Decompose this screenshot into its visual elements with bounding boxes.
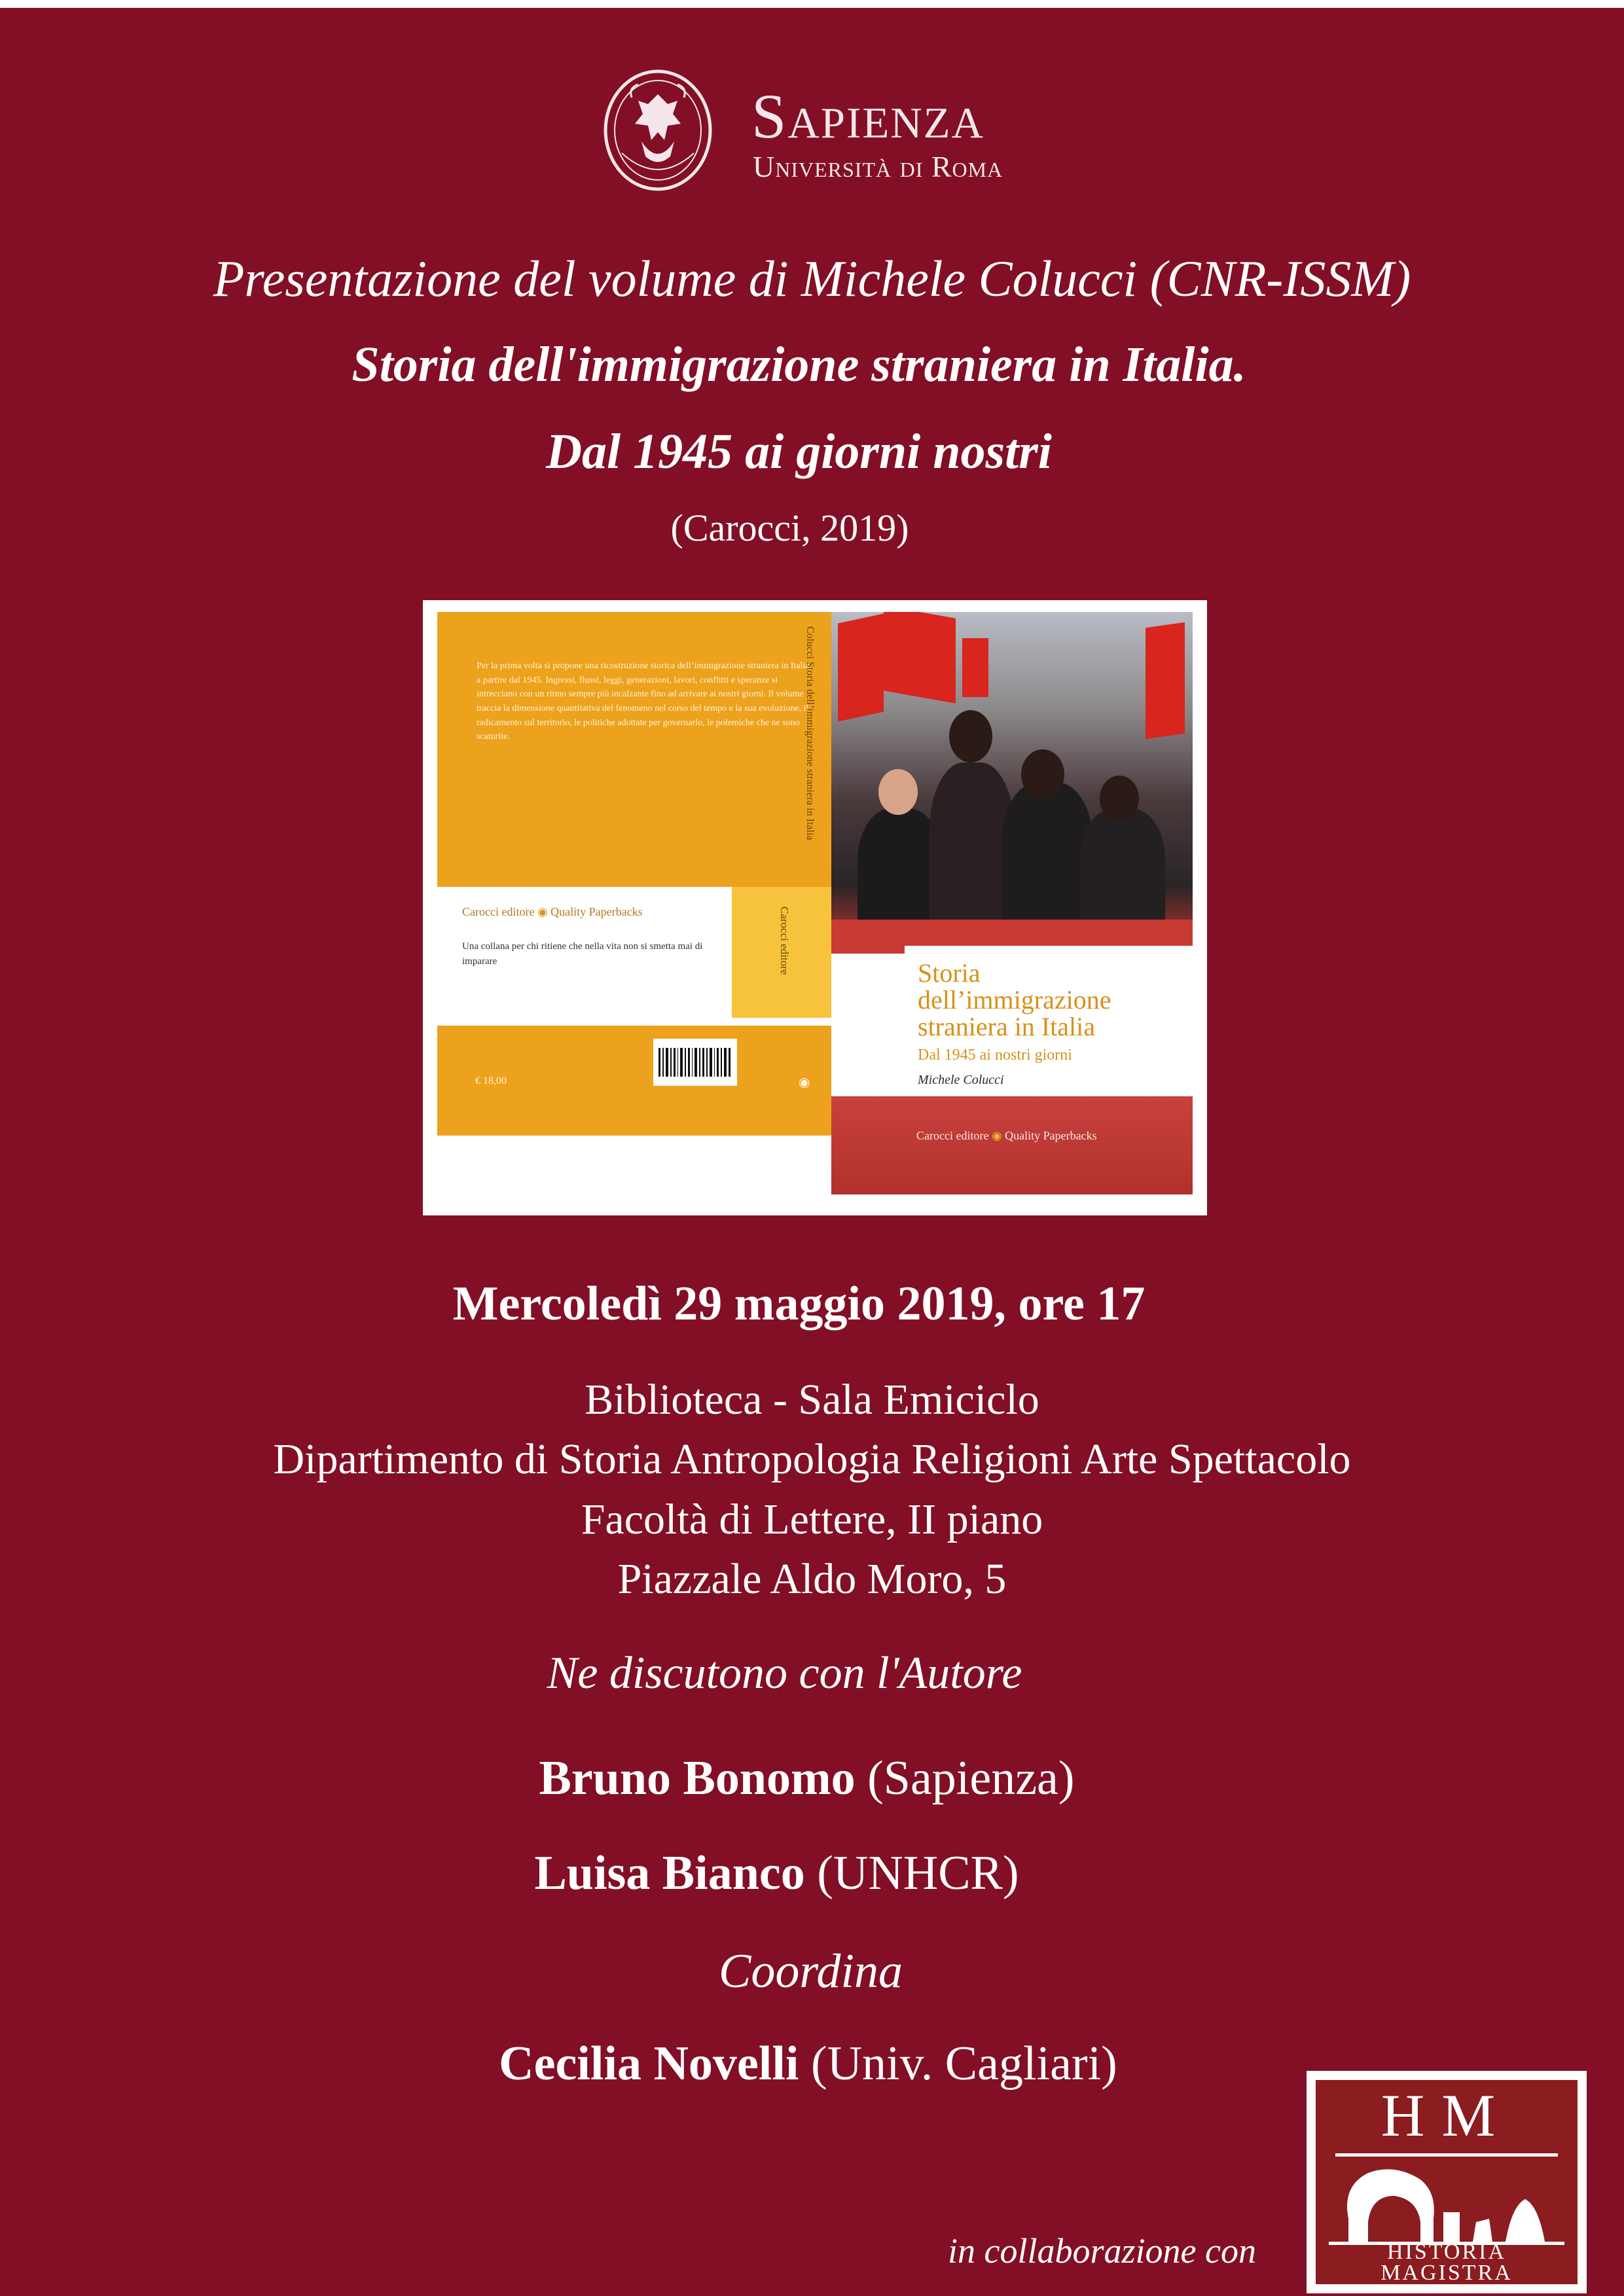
book-back-series-box	[437, 887, 723, 1018]
logo-subtitle: Università di Roma	[753, 150, 1003, 183]
book-back-text: Per la prima volta si propone una ricostruzione storica dell’immigrazione straniera in Italia, a partire dal 1945. Ingressi, flussi, leggi, generazioni, lavori, conflitti e speranze si intrecciano con un ritmo sempre più incalzante fino ad arrivare ai nostri giorni. Il volume traccia la dimensione quantitativa del fenomeno nel corso del tempo e la sua evoluzione, il radicamento sul territorio, le politiche adottate per governarlo, le polemiche che ne sono scaturite.	[477, 661, 812, 742]
book-cover-photo	[831, 612, 1193, 954]
book-front-subtitle: Dal 1945 ai nostri giorni	[918, 1047, 1072, 1064]
crowd-figure	[949, 710, 992, 762]
book-series-label-front: Carocci editore ◉ Quality Paperbacks	[916, 1129, 1097, 1142]
book-front-title-box	[905, 946, 1193, 1096]
series-label: Quality Paperbacks	[1005, 1129, 1097, 1142]
hm-name-line1: HISTORIA	[1386, 2240, 1507, 2264]
series-label: Quality Paperbacks	[550, 905, 643, 918]
book-front-title-line: Storia	[918, 958, 981, 988]
book-title-line1: Storia dell'immigrazione straniera in Italia.	[352, 337, 1246, 392]
hm-initials: HM	[1380, 2082, 1513, 2149]
flag-shape	[962, 638, 988, 697]
book-title-line2: Dal 1945 ai giorni nostri	[546, 424, 1052, 479]
collaboration-label: in collaborazione con	[948, 2231, 1256, 2270]
sapienza-seal-icon	[602, 68, 713, 192]
event-date: Mercoledì 29 maggio 2019, ore 17	[452, 1277, 1146, 1331]
historia-magistra-panel	[1316, 2080, 1578, 2284]
publisher-label: Carocci editore	[916, 1129, 989, 1142]
book-front-title-line: dell’immigrazione	[918, 984, 1111, 1014]
sapienza-logo	[602, 68, 1060, 206]
coordinator-affiliation: (Univ. Cagliari)	[810, 2037, 1117, 2090]
venue-line: Piazzale Aldo Moro, 5	[617, 1555, 1007, 1603]
speaker-affiliation: (UNHCR)	[817, 1846, 1019, 1900]
book-front-author: Michele Colucci	[918, 1073, 1004, 1087]
crowd-figure	[1021, 749, 1064, 799]
book-price: € 18,00	[475, 1075, 507, 1086]
book-front-bottom	[831, 1096, 1193, 1194]
spine-publisher: Carocci editore	[778, 906, 791, 975]
book-back-bottom	[437, 1026, 831, 1136]
flag-shape	[884, 612, 956, 704]
book-tagline: Una collana per chi ritiene che nella vita non si smetta mai di imparare	[462, 941, 703, 967]
speaker-affiliation: (Sapienza)	[867, 1751, 1075, 1805]
book-publisher: (Carocci, 2019)	[670, 507, 909, 549]
carocci-mark-icon: ◉	[799, 1075, 810, 1090]
hm-rule	[1335, 2153, 1558, 2157]
ruins-icon	[1329, 2160, 1564, 2245]
speaker-name: Bruno Bonomo	[539, 1751, 856, 1805]
flag-shape	[838, 614, 884, 722]
historia-magistra-logo	[1307, 2071, 1587, 2293]
discussion-intro: Ne discutono con l'Autore	[547, 1648, 1022, 1698]
logo-name: Sapienza	[751, 81, 984, 151]
flyer-page	[0, 8, 1624, 2296]
crowd-figure	[1100, 776, 1139, 821]
book-back-cover	[437, 612, 831, 887]
barcode-icon	[653, 1039, 737, 1086]
publisher-label: Carocci editore	[462, 905, 535, 918]
venue-line: Facoltà di Lettere, II piano	[581, 1496, 1043, 1543]
crowd-figure	[878, 769, 918, 815]
crowd-figure	[1080, 808, 1165, 933]
book-front-title-line: straniera in Italia	[918, 1011, 1095, 1041]
presentation-intro: Presentazione del volume di Michele Colucci (CNR-ISSM)	[213, 250, 1411, 307]
book-spine	[732, 887, 831, 1018]
book-series-label-back: Carocci editore ◉ Quality Paperbacks	[462, 905, 643, 918]
spine-title: Colucci Storia dell’immigrazione straniera in Italia	[804, 626, 816, 840]
venue-line: Biblioteca - Sala Emiciclo	[585, 1376, 1039, 1424]
venue-line: Dipartimento di Storia Antropologia Religioni Arte Spettacolo	[273, 1435, 1351, 1483]
flag-shape	[1146, 622, 1185, 739]
coordinator-label: Coordina	[719, 1945, 903, 1998]
book-front-title	[918, 960, 1111, 1040]
crowd-figure	[1001, 782, 1093, 933]
coordinator-name: Cecilia Novelli	[499, 2037, 799, 2090]
hm-name-line2: MAGISTRA	[1380, 2261, 1513, 2284]
book-cover-image	[423, 600, 1207, 1215]
speaker-name: Luisa Bianco	[534, 1846, 805, 1900]
speaker-1	[0, 1751, 1619, 1805]
speaker-2	[0, 1846, 1589, 1900]
